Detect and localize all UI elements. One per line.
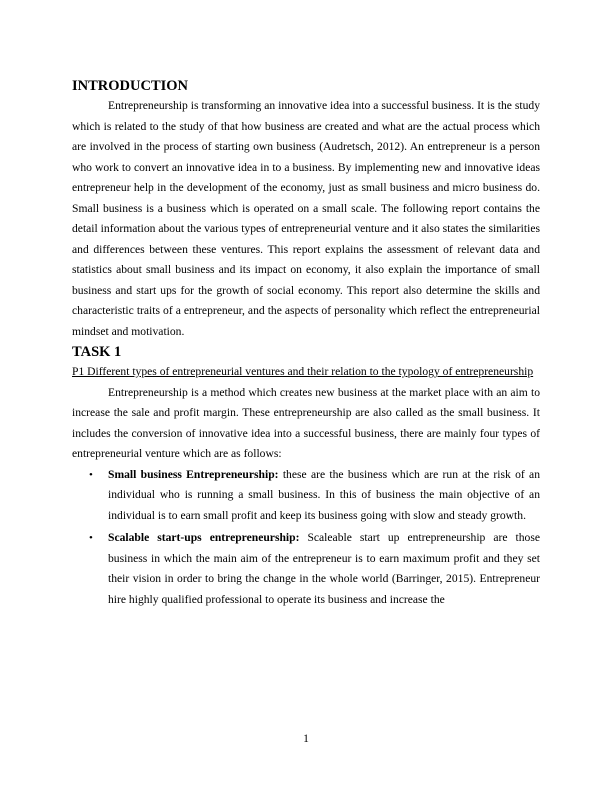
venture-types-list (72, 465, 540, 611)
task1-subheading: P1 Different types of entrepreneurial ventures and their relation to the typology of entrepreneurship (72, 365, 534, 378)
list-item (72, 528, 540, 610)
bullet-icon: • (89, 468, 93, 481)
list-item-text: Scaleable start up entrepreneurship are those business in which the main aim of the entrepreneur is to earn maximum profit and they set their vision in order to bring the change in the whole world (Barringer, 2015). Entrepreneur hire highly qualified professional to operate its business and increase the (108, 531, 540, 606)
page-number: 1 (303, 732, 309, 745)
list-item-term: Scalable start-ups entrepreneurship: (108, 531, 300, 544)
page-content (72, 76, 540, 610)
introduction-paragraph: Entrepreneurship is transforming an innovative idea into a successful business. It is the study which is related to the study of that how business are created and what are the actual process which are involved in the process of starting own business (Audretsch, 2012). An entrepreneur is a person who work to convert an innovative idea in to a business. By implementing new and innovative ideas entrepreneur help in the development of the economy, just as small business and micro business do. Small business is a business which is operated on a small scale. The following report contains the detail information about the various types of entrepreneurial venture and it also states the similarities and differences between these ventures. This report explains the assessment of relevant data and statistics about small business and its impact on economy, it also explain the importance of small business and start ups for the growth of social economy. This report also determine the skills and characteristic traits of a entrepreneur, and the aspects of personality which reflect the entrepreneurial mindset and motivation. (72, 99, 540, 338)
introduction-heading: INTRODUCTION (72, 78, 189, 94)
task1-heading: TASK 1 (72, 344, 122, 360)
list-item-text: these are the business which are run at the risk of an individual who is running a small business. In this of business the main objective of an individual is to earn small profit and keep its business going with slow and steady growth. (108, 467, 541, 522)
task1-paragraph: Entrepreneurship is a method which creates new business at the market place with an aim to increase the sale and profit margin. These entrepreneurship are also called as the small business. It includes the conversion of innovative idea into a successful business, there are mainly four types of entrepreneurial venture which are as follows: (72, 385, 540, 460)
list-item-term: Small business Entrepreneurship: (108, 467, 279, 481)
bullet-icon: • (89, 532, 93, 544)
list-item (72, 465, 540, 527)
